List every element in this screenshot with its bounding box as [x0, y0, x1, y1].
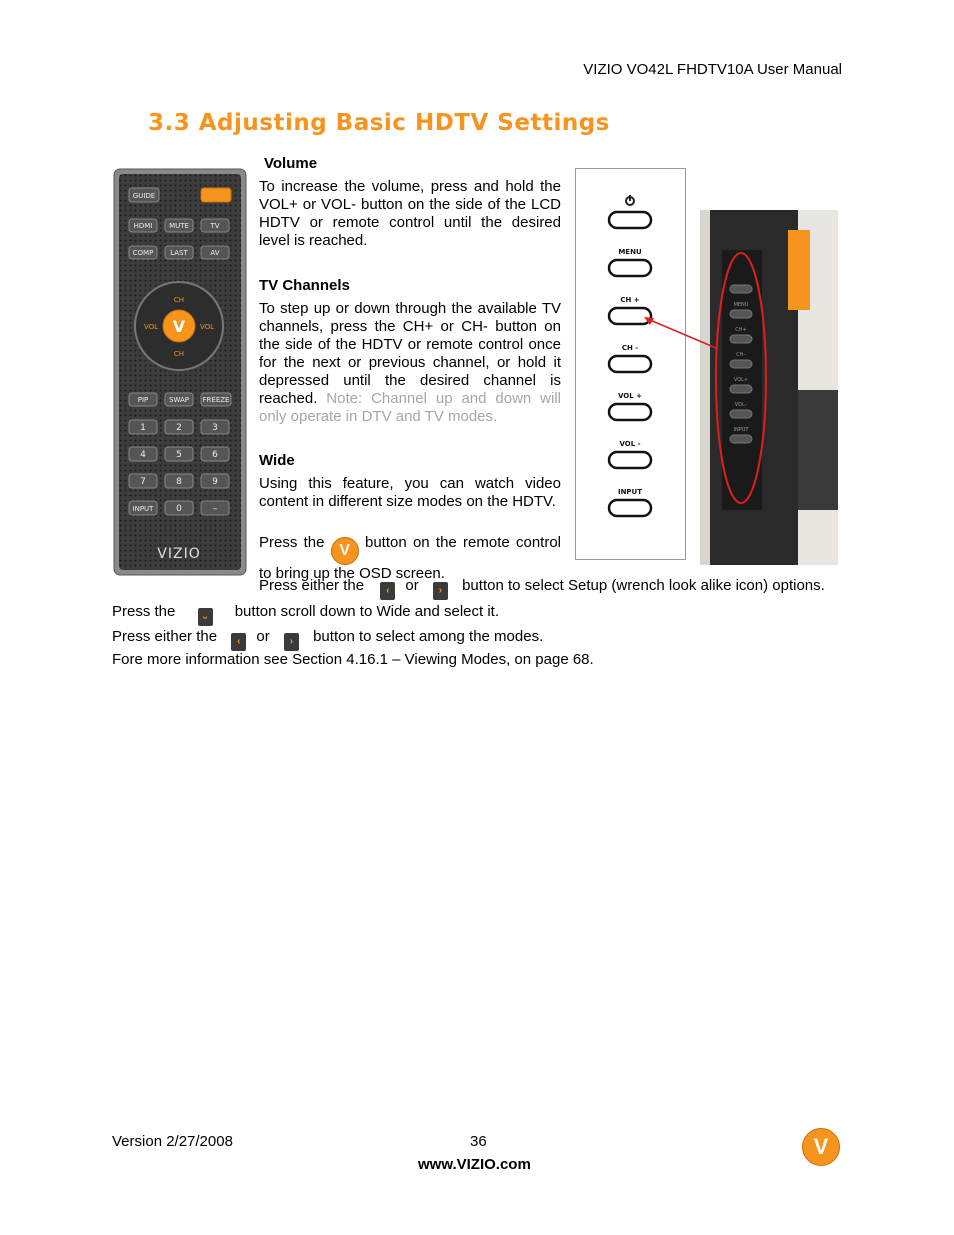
tv-side-vol-minus-label: VOL– [734, 402, 748, 408]
remote-pip-label: PIP [137, 396, 149, 404]
panel-ch-plus-label: CH + [620, 296, 640, 304]
side-panel-image [575, 168, 687, 561]
remote-digit-9: 9 [212, 477, 218, 487]
remote-av-label: AV [210, 249, 220, 257]
panel-ch-minus-label: CH - [621, 344, 639, 352]
vizio-logo-icon: V [802, 1128, 840, 1166]
svg-text:V: V [172, 317, 186, 336]
line2-prefix: Press the [112, 603, 176, 620]
remote-hdmi-label: HDMI [133, 222, 153, 230]
tv-side-menu-label: MENU [733, 302, 749, 308]
remote-digit-3: 3 [212, 423, 218, 433]
instruction-line-4: Fore more information see Section 4.16.1 – Viewing Modes, on page 68. [112, 651, 594, 668]
line3-suffix: button to select among the modes. [313, 628, 544, 645]
remote-digit-8: 8 [176, 477, 182, 487]
remote-brand: VIZIO [157, 546, 201, 562]
remote-vol-right-label: VOL [199, 323, 215, 331]
remote-input-label: INPUT [132, 505, 154, 513]
line3-or: or [256, 628, 270, 645]
wide-press-paragraph [259, 534, 561, 583]
volume-text: To increase the volume, press and hold the VOL+ or VOL- button on the side of the LCD HDTV or remote control until the desired level is reached. [259, 178, 561, 249]
panel-menu-label: MENU [618, 248, 642, 256]
instruction-line-3 [112, 628, 543, 651]
remote-vol-left-label: VOL [143, 323, 159, 331]
wide-title: Wide [259, 452, 295, 469]
wide-press-suffix: button on the remote control to bring up the OSD screen. [259, 534, 561, 582]
document-header-title: VIZIO VO42L FHDTV10A User Manual [583, 61, 842, 78]
remote-tv-label: TV [210, 222, 220, 230]
remote-dash-label: – [212, 504, 218, 514]
remote-digit-6: 6 [212, 450, 218, 460]
instruction-line-2 [112, 603, 499, 626]
channels-note: Note: Channel up and down will only operate in DTV and TV modes. [259, 390, 562, 425]
remote-digit-1: 1 [140, 423, 146, 433]
remote-digit-0: 0 [176, 504, 182, 514]
remote-freeze-label: FREEZE [202, 396, 230, 404]
vol-left-icon: ‹ [231, 633, 246, 651]
vol-left-icon: ‹ [380, 582, 395, 600]
pointer-arrow [640, 312, 720, 352]
wide-text: Using this feature, you can watch video content in different size modes on the HDTV. [259, 475, 561, 510]
line3-prefix: Press either the [112, 628, 218, 645]
panel-vol-plus-label: VOL + [617, 392, 643, 400]
tv-side-ch-minus-label: CH– [736, 352, 746, 358]
vol-right-icon: › [284, 633, 299, 651]
remote-ch-up-label: CH [173, 296, 185, 304]
ch-down-icon: ⌄ [198, 608, 213, 626]
remote-mute-label: MUTE [169, 222, 189, 230]
tv-side-ch-plus-label: CH+ [735, 327, 747, 333]
tv-side-vol-plus-label: VOL+ [733, 377, 749, 383]
vol-right-icon: › [433, 582, 448, 600]
line2-suffix: button scroll down to Wide and select it. [234, 603, 500, 620]
tv-side-input-label: INPUT [733, 427, 749, 433]
section-heading: 3.3 Adjusting Basic HDTV Settings [148, 110, 610, 136]
wide-press-prefix: Press the [259, 534, 325, 551]
remote-digit-7: 7 [140, 477, 146, 487]
remote-digit-4: 4 [140, 450, 146, 460]
remote-last-label: LAST [170, 249, 188, 257]
remote-control-image [113, 168, 247, 576]
line1-or: or [405, 577, 419, 594]
volume-title: Volume [264, 155, 318, 172]
remote-swap-label: SWAP [169, 396, 189, 404]
line1-suffix: button to select Setup (wrench look alike icon) options. [462, 577, 825, 594]
remote-digit-2: 2 [176, 423, 182, 433]
remote-guide-label: GUIDE [132, 192, 156, 200]
remote-comp-label: COMP [132, 249, 154, 257]
vizio-menu-button-icon: V [331, 537, 359, 565]
panel-vol-minus-label: VOL - [619, 440, 641, 448]
channels-title: TV Channels [259, 277, 350, 294]
channels-text: To step up or down through the available TV channels, press the CH+ or CH- button on the side of the HDTV or remote control once for the next or previous channel, or hold it depressed until the desired channel is reached. [259, 300, 561, 407]
remote-ch-down-label: CH [173, 350, 185, 358]
channels-paragraph [259, 300, 561, 426]
footer-url: www.VIZIO.com [418, 1156, 531, 1173]
panel-input-label: INPUT [617, 488, 643, 496]
tv-side-photo [700, 210, 838, 565]
line1-prefix: Press either the [259, 577, 365, 594]
instruction-line-1 [259, 577, 825, 600]
remote-digit-5: 5 [176, 450, 182, 460]
page-number: 36 [470, 1133, 487, 1150]
footer-version: Version 2/27/2008 [112, 1133, 233, 1150]
